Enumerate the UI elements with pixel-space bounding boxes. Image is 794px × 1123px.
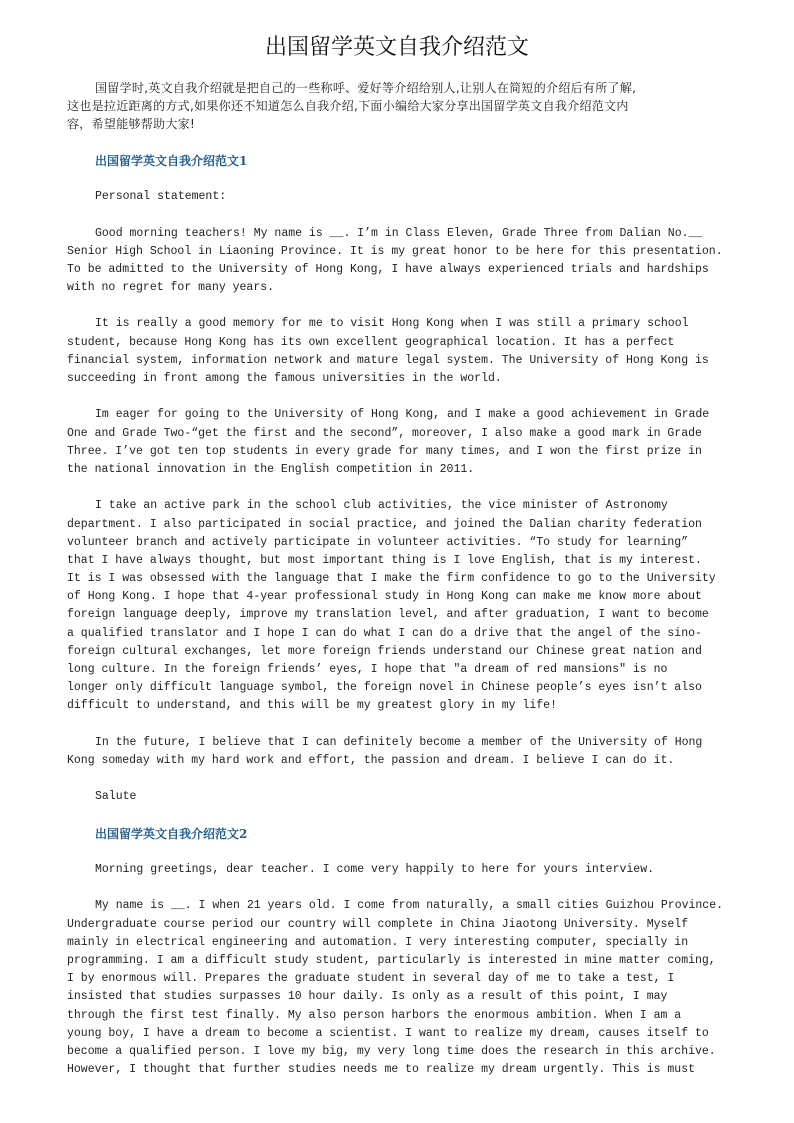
intro-paragraph bbox=[67, 79, 737, 134]
text-line: difficult to understand, and this will be my greatest glory in my life! bbox=[67, 699, 557, 713]
text-line: department. I also participated in social practice, and joined the Dalian charity federation bbox=[67, 517, 702, 531]
text-line: foreign language deeply, improve my translation level, and after graduation, I want to become bbox=[67, 608, 709, 622]
text-line: One and Grade Two-“get the first and the second”, moreover, I also make a good mark in Grade bbox=[67, 426, 702, 440]
text-line: Im eager for going to the University of Hong Kong, and I make a good achievement in Grade bbox=[95, 408, 710, 422]
text-line: Good morning teachers! My name is __. I’m in Class Eleven, Grade Three from Dalian No.__ bbox=[95, 226, 703, 240]
text-line: long culture. In the foreign friends’ eyes, I hope that "a dream of red mansions" is no bbox=[67, 663, 668, 677]
paragraph bbox=[67, 315, 737, 388]
text-line: In the future, I believe that I can definitely become a member of the University of Hong bbox=[95, 735, 703, 749]
paragraph bbox=[67, 225, 737, 298]
paragraph bbox=[67, 788, 737, 806]
text-line: that I have always thought, but most important thing is I love English, that is my interest. bbox=[67, 553, 702, 567]
text-line: Morning greetings, dear teacher. I come very happily to here for yours interview. bbox=[95, 863, 654, 877]
text-line: I take an active park in the school club activities, the vice minister of Astronomy bbox=[95, 499, 668, 513]
personal-statement-label bbox=[67, 188, 737, 206]
text-line: through the first test finally. My also person harbors the enormous ambition. When I am a bbox=[67, 1008, 682, 1022]
section-heading-1: 出国留学英文自我介绍范文1 bbox=[95, 153, 248, 168]
text-line: insisted that studies surpasses 10 hour daily. Is only as a result of this point, I may bbox=[67, 990, 668, 1004]
text-line: become a qualified person. I love my big, my very long time does the research in this archive. bbox=[67, 1044, 716, 1058]
text-line: 这也是拉近距离的方式,如果你还不知道怎么自我介绍,下面小编给大家分享出国留学英文自我介绍范文内 bbox=[67, 99, 629, 114]
text-line: young boy, I have a dream to become a scientist. I want to realize my dream, causes itself to bbox=[67, 1026, 709, 1040]
paragraph bbox=[67, 734, 737, 770]
text-line: It is I was obsessed with the language that I make the firm confidence to go to the University bbox=[67, 572, 716, 586]
text-line: the national innovation in the English competition in 2011. bbox=[67, 462, 475, 476]
text-line: Senior High School in Liaoning Province. It is my great honor to be here for this presentation. bbox=[67, 244, 723, 258]
text-line: However, I thought that further studies needs me to realize my dream urgently. This is must bbox=[67, 1063, 696, 1077]
text-line: It is really a good memory for me to visit Hong Kong when I was still a primary school bbox=[95, 317, 689, 331]
text-line: To be admitted to the University of Hong Kong, I have always experienced trials and hardships bbox=[67, 262, 709, 276]
text-line: My name is __. I when 21 years old. I come from naturally, a small cities Guizhou Province. bbox=[95, 899, 724, 913]
text-line: 容，希望能够帮助大家! bbox=[67, 117, 196, 132]
text-line: with no regret for many years. bbox=[67, 281, 275, 295]
text-line: longer only difficult language symbol, the foreign novel in Chinese people’s eyes isn’t also bbox=[67, 681, 702, 695]
text-line: succeeding in front among the famous universities in the world. bbox=[67, 372, 502, 386]
text-line: Kong someday with my hard work and effort, the passion and dream. I believe I can do it. bbox=[67, 753, 675, 767]
document-title: 出国留学英文自我介绍范文 bbox=[264, 35, 529, 60]
text-line: student, because Hong Kong has its own excellent geographical location. It has a perfect bbox=[67, 335, 675, 349]
label-text: Personal statement: bbox=[95, 190, 227, 204]
paragraph bbox=[67, 497, 737, 715]
text-line: financial system, information network and mature legal system. The University of Hong Kong is bbox=[67, 353, 709, 367]
text-line: Three. I’ve got ten top students in every grade for many times, and I won the first prize in bbox=[67, 444, 702, 458]
text-line: I by enormous will. Prepares the graduate student in several day of me to take a test, I bbox=[67, 972, 675, 986]
section-heading-2: 出国留学英文自我介绍范文2 bbox=[95, 826, 248, 841]
text-line: Salute bbox=[95, 790, 137, 804]
text-line: 国留学时,英文自我介绍就是把自己的一些称呼、爱好等介绍给别人,让别人在简短的介绍后有所了解, bbox=[95, 81, 637, 95]
text-line: of Hong Kong. I hope that 4-year professional study in Hong Kong can make me know more about bbox=[67, 590, 702, 604]
text-line: volunteer branch and actively participate in volunteer activities. “To study for learning” bbox=[67, 535, 689, 549]
text-line: foreign cultural exchanges, let more foreign friends understand our Chinese great nation and bbox=[67, 644, 702, 658]
text-line: programming. I am a difficult study student, particularly is interested in mine matter coming, bbox=[67, 954, 716, 968]
text-line: mainly in electrical engineering and automation. I very interesting computer, specially in bbox=[67, 935, 689, 949]
document-body bbox=[67, 79, 737, 1098]
paragraph bbox=[67, 897, 737, 1079]
text-line: a qualified translator and I hope I can do what I can do a drive that the angel of the sino- bbox=[67, 626, 702, 640]
paragraph bbox=[67, 861, 737, 879]
paragraph bbox=[67, 406, 737, 479]
text-line: Undergraduate course period our country will complete in China Jiaotong University. Myself bbox=[67, 917, 689, 931]
